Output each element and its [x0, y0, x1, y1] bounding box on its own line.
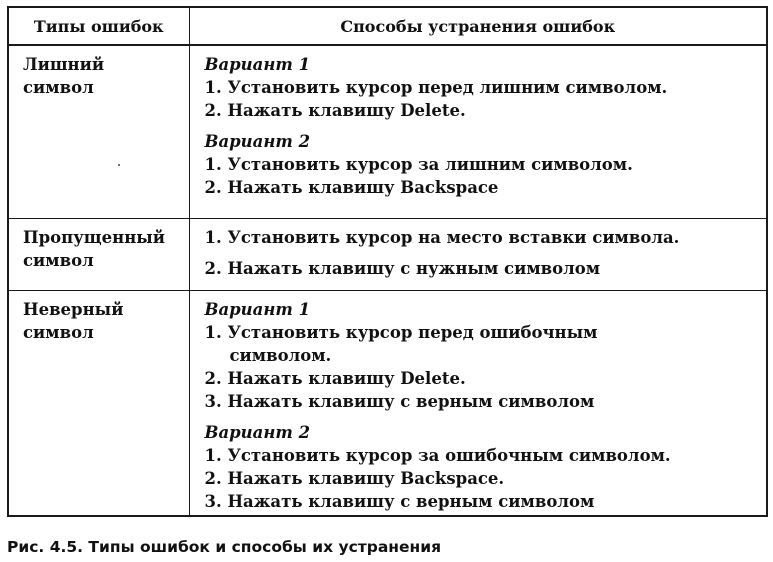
- figure-caption: Рис. 4.5. Типы ошибок и способы их устранения: [7, 538, 442, 556]
- variant-title: Вариант 2: [204, 422, 311, 442]
- step-item: 2. Нажать клавишу Delete.: [204, 101, 466, 120]
- step-item: 1. Установить курсор за ошибочным символом.: [204, 445, 671, 465]
- header-error-types: Типы ошибок: [9, 8, 189, 45]
- error-type-cell: [9, 290, 189, 517]
- error-type-line: символ: [23, 322, 94, 342]
- step-item: 1. Установить курсор на место вставки символа.: [204, 227, 680, 247]
- step-item: 2. Нажать клавишу Backspace: [204, 178, 499, 197]
- step-item: 3. Нажать клавишу с верным символом: [204, 491, 595, 511]
- error-types-table: [7, 6, 768, 517]
- table-row: [9, 290, 766, 517]
- error-type-line: Неверный: [23, 299, 124, 319]
- error-type-line: Пропущенный: [23, 227, 166, 247]
- scan-speck: [118, 164, 120, 166]
- step-item: 2. Нажать клавишу Backspace.: [204, 468, 505, 488]
- error-type-line: Лишний: [23, 55, 105, 74]
- variant-block: [205, 298, 761, 413]
- step-item: 1. Установить курсор за лишним символом.: [204, 155, 633, 174]
- table-grid: [9, 8, 766, 517]
- variant-title: Вариант 1: [204, 55, 311, 74]
- table-header-row: [9, 8, 766, 45]
- error-type-cell: [9, 218, 189, 290]
- variant-title: Вариант 1: [204, 299, 311, 319]
- error-type-line: символ: [23, 78, 94, 97]
- table-row: [9, 218, 766, 290]
- step-item: 3. Нажать клавишу с верным символом: [204, 391, 595, 411]
- error-type-line: символ: [23, 250, 94, 270]
- step-item: 1. Установить курсор перед ошибочным: [204, 322, 598, 342]
- step-item: 2. Нажать клавишу с нужным символом: [204, 258, 601, 278]
- step-item: 2. Нажать клавишу Delete.: [204, 368, 466, 388]
- variant-block: [205, 53, 761, 122]
- fix-method-cell: [189, 45, 766, 218]
- variant-title: Вариант 2: [204, 132, 311, 151]
- fix-method-cell: [189, 290, 766, 517]
- step-item: символом.: [229, 345, 332, 365]
- variant-block: [205, 421, 761, 513]
- fix-method-cell: [189, 218, 766, 290]
- header-fix-methods: Способы устранения ошибок: [189, 8, 766, 45]
- step-item: 1. Установить курсор перед лишним символом.: [204, 78, 668, 97]
- variant-block: [205, 130, 761, 199]
- table-row: [9, 45, 766, 218]
- error-type-cell: [9, 45, 189, 218]
